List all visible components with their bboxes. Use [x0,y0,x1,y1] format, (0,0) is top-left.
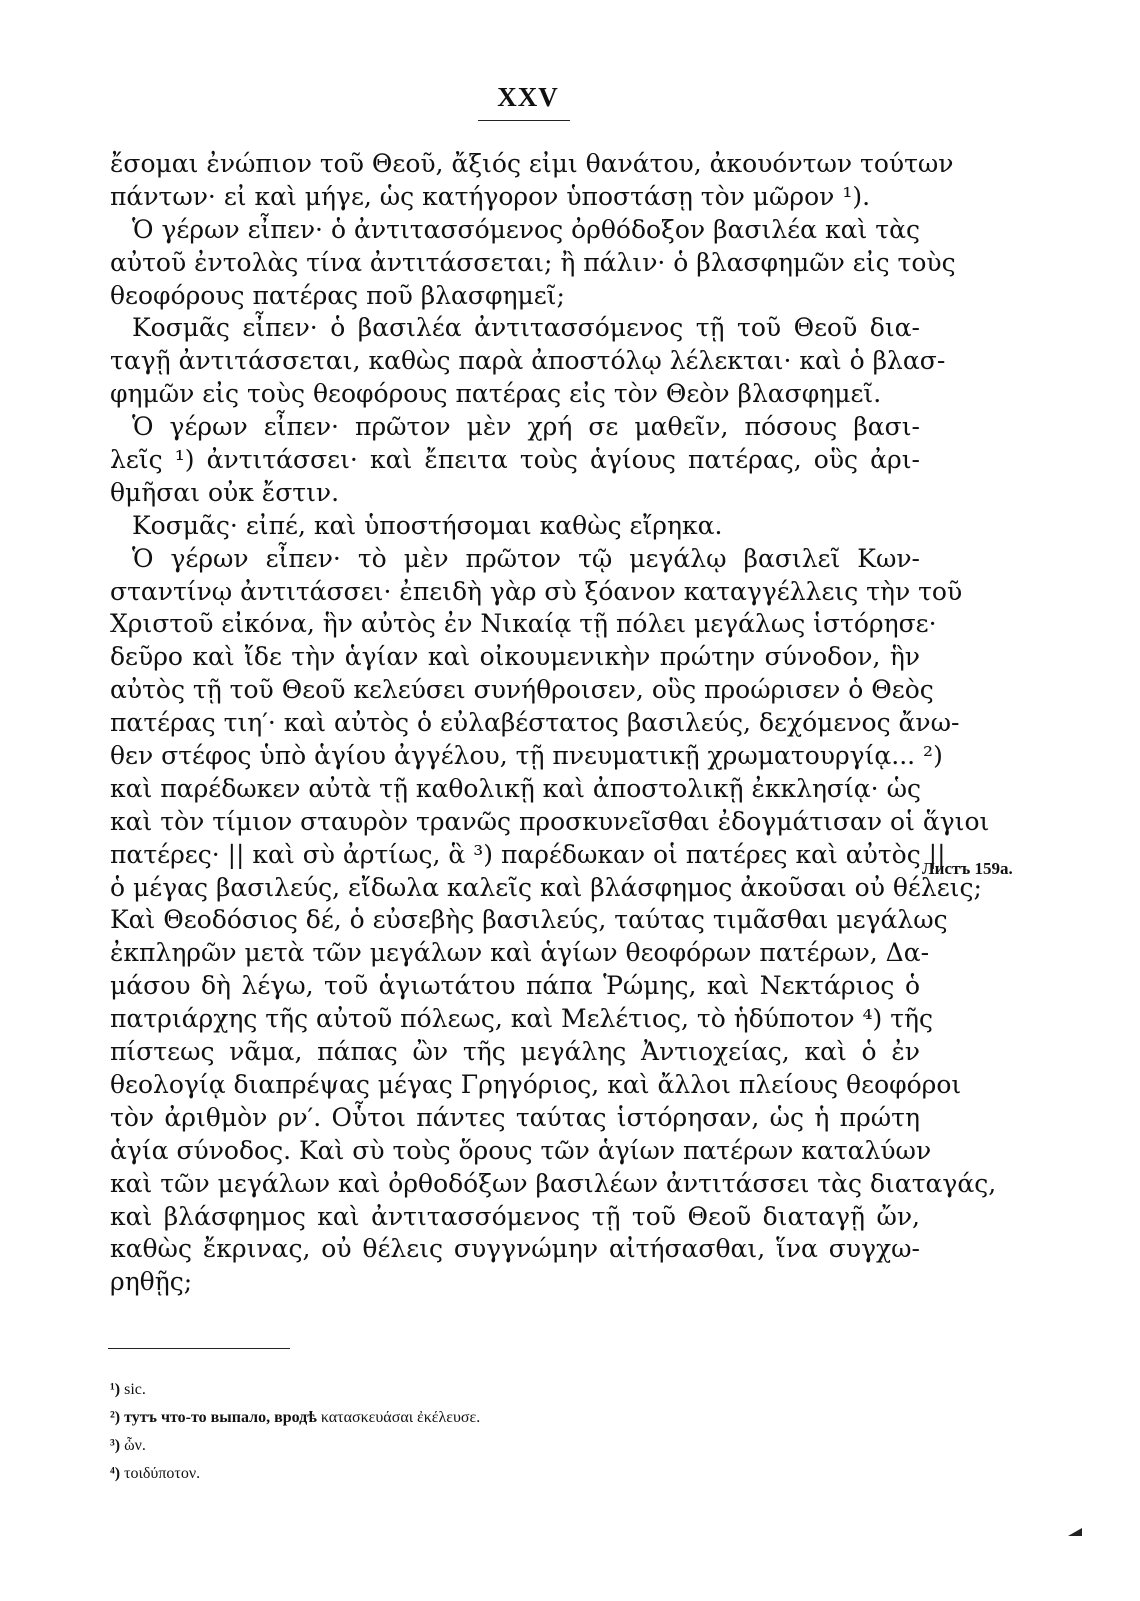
text-line: τὸν ἀριθμὸν ρν′. Οὗτοι πάντες ταύτας ἱστόρησαν, ὡς ἡ πρώτη [110,1102,920,1132]
text-line: πατριάρχης τῆς αὐτοῦ πόλεως, καὶ Μελέτιος, τὸ ἡδύποτον ⁴) τῆς [110,1004,933,1034]
footnote-rule [108,1348,290,1349]
text-line: πίστεως νᾶμα, πάπας ὢν τῆς μεγάλης Ἀντιοχείας, καὶ ὁ ἐν [110,1037,920,1067]
margin-note: Листъ 159а. [922,859,1013,878]
footnote-marker: ²) [110,1409,121,1426]
text-line: θεν στέφος ὑπὸ ἁγίου ἀγγέλου, τῇ πνευματικῇ χρωματουργίᾳ... ²) [110,741,943,771]
text-line: Ὁ γέρων εἶπεν· τὸ μὲν πρῶτον τῷ μεγάλῳ βασιλεῖ Κων- [132,543,920,573]
text-line: ἁγία σύνοδος. Καὶ σὺ τοὺς ὅρους τῶν ἁγίων πατέρων καταλύων [110,1135,932,1165]
text-line: ἔσομαι ἐνώπιον τοῦ Θεοῦ, ἄξιός εἰμι θανάτου, ἀκουόντων τούτων [110,149,954,178]
footnote-text: τοιδύποτον. [124,1465,201,1482]
text-line: Ὁ γέρων εἶπεν· ὁ ἀντιτασσόμενος ὀρθόδοξον βασιλέα καὶ τὰς [132,214,920,244]
text-line: ρηθῇς; [110,1267,193,1297]
footnote-marker: ¹) [110,1381,121,1398]
page-number-rule [478,120,570,121]
footnote [110,1376,810,1404]
text-line: Καὶ Θεοδόσιος δέ, ὁ εὐσεβὴς βασιλεύς, ταύτας τιμᾶσθαι μεγάλως [110,905,948,935]
text-line: Κοσμᾶς εἶπεν· ὁ βασιλέα ἀντιτασσόμενος τῇ τοῦ Θεοῦ δια- [132,313,920,343]
text-line: καὶ βλάσφημος καὶ ἀντιτασσόμενος τῇ τοῦ Θεοῦ διαταγῇ ὤν, [110,1201,920,1231]
footnote-text: sic. [124,1381,146,1398]
text-line: καὶ τῶν μεγάλων καὶ ὀρθοδόξων βασιλέων ἀντιτάσσει τὰς διαταγάς, [110,1168,997,1198]
text-line: δεῦρο καὶ ἴδε τὴν ἁγίαν καὶ οἰκουμενικὴν πρώτην σύνοδον, ἣν [110,642,920,672]
text-line: σταντίνῳ ἀντιτάσσει· ἐπειδὴ γὰρ σὺ ξόανον καταγγέλλεις τὴν τοῦ [110,576,963,606]
text-line: μάσου δὴ λέγω, τοῦ ἁγιωτάτου πάπα Ῥώμης, καὶ Νεκτάριος ὁ [110,971,920,1001]
text-line: καὶ παρέδωκεν αὐτὰ τῇ καθολικῇ καὶ ἀποστολικῇ ἐκκλησίᾳ· ὡς [110,773,921,803]
text-line: Ὁ γέρων εἶπεν· πρῶτον μὲν χρή σε μαθεῖν, πόσους βασι- [132,412,920,442]
text-line: ταγῇ ἀντιτάσσεται, καθὼς παρὰ ἀποστόλῳ λέλεκται· καὶ ὁ βλασ- [110,346,946,376]
text-line: θμῆσαι οὐκ ἔστιν. [110,477,340,507]
text-line: Χριστοῦ εἰκόνα, ἣν αὐτὸς ἐν Νικαίᾳ τῇ πόλει μεγάλως ἱστόρησε· [110,609,937,639]
text-line: αὐτοῦ ἐντολὰς τίνα ἀντιτάσσεται; ἢ πάλιν· ὁ βλασφημῶν εἰς τοὺς [110,247,956,277]
text-line: καὶ τὸν τίμιον σταυρὸν τρανῶς προσκυνεῖσθαι ἐδογμάτισαν οἱ ἅγιοι [110,806,990,836]
text-line: θεοφόρους πατέρας ποῦ βλασφημεῖ; [110,280,565,310]
page-number: XXV [497,82,559,112]
text-line: καθὼς ἔκρινας, οὐ θέλεις συγγνώμην αἰτήσασθαι, ἵνα συγχω- [110,1234,920,1264]
footnote [110,1460,810,1488]
text-line: πατέρας τιη′· καὶ αὐτὸς ὁ εὐλαβέστατος βασιλεύς, δεχόμενος ἄνω- [110,708,960,738]
footnote-text: ὧν. [124,1437,146,1454]
corner-mark [1068,1528,1082,1536]
footnote-marker: ³) [110,1437,121,1454]
footnote-marker: ⁴) [110,1465,121,1482]
text-line: πατέρες· || καὶ σὺ ἀρτίως, ἃ ³) παρέδωκαν οἱ πατέρες καὶ αὐτὸς || [110,839,946,869]
text-line: ὁ μέγας βασιλεύς, εἴδωλα καλεῖς καὶ βλάσφημος ἀκοῦσαι οὐ θέλεις; [110,872,982,902]
text-line: πάντων· εἰ καὶ μήγε, ὡς κατήγορον ὑποστάσῃ τὸν μῶρον ¹). [110,181,871,211]
text-line: θεολογίᾳ διαπρέψας μέγας Γρηγόριος, καὶ ἄλλοι πλείους θεοφόροι [110,1069,962,1099]
text-line: αὐτὸς τῇ τοῦ Θεοῦ κελεύσει συνήθροισεν, οὓς προώρισεν ὁ Θεὸς [110,675,934,705]
text-line: Κοσμᾶς· εἰπέ, καὶ ὑποστήσομαι καθὼς εἴρηκα. [132,510,723,540]
footnote-editor-note: тутъ что-то выпало, вродѣ [124,1409,317,1426]
footnotes [110,1376,810,1488]
footnote [110,1404,810,1432]
footnote-text: κατασκευάσαι ἐκέλευσε. [316,1409,481,1426]
text-line: φημῶν εἰς τοὺς θεοφόρους πατέρας εἰς τὸν Θεὸν βλασφημεῖ. [110,379,882,409]
footnote [110,1432,810,1460]
text-line: λεῖς ¹) ἀντιτάσσει· καὶ ἔπειτα τοὺς ἁγίους πατέρας, οὓς ἀρι- [110,445,920,475]
text-line: ἐκπληρῶν μετὰ τῶν μεγάλων καὶ ἁγίων θεοφόρων πατέρων, Δα- [110,938,930,968]
